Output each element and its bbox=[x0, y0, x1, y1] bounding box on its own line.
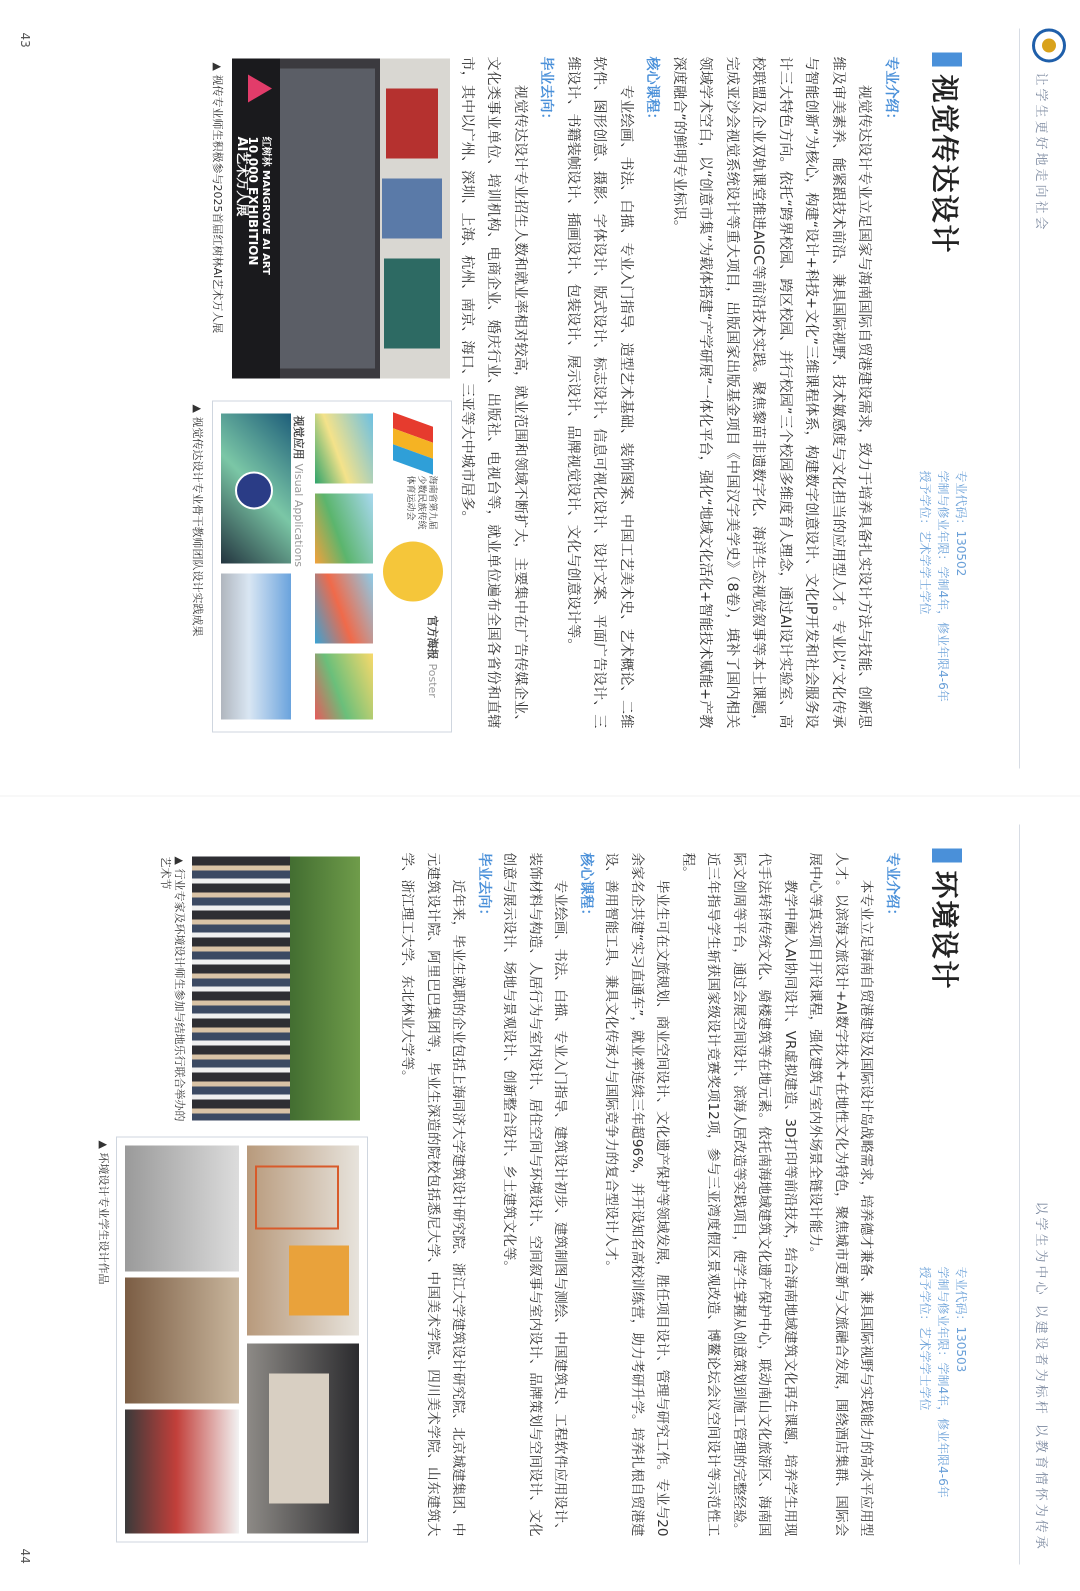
poster-panel bbox=[212, 400, 452, 732]
page-title: 视觉传达设计 bbox=[928, 74, 961, 255]
header-motto: 让学生更好地走向社会 bbox=[1033, 72, 1048, 233]
caption-poster-panel: ▲ 视觉传达设计专业骨干教师团队设计实践成果 bbox=[191, 404, 204, 636]
major-degree-right: 授予学位：艺术学学士学位 bbox=[918, 1266, 932, 1411]
exhibition-line1: 红树林 MANGROVE AI ART bbox=[260, 136, 271, 275]
intro-heading: 专业介绍： bbox=[883, 56, 899, 126]
student-works-panel bbox=[116, 1136, 368, 1542]
poster-thumb-4 bbox=[315, 653, 373, 719]
header-divider bbox=[1019, 28, 1020, 768]
stadium-night-photo bbox=[221, 413, 291, 563]
right-page bbox=[0, 796, 1080, 1591]
major-code-right: 专业代码：130503 bbox=[954, 1266, 968, 1372]
poster-thumb-2 bbox=[315, 493, 373, 563]
exhibition-logo-icon bbox=[248, 74, 272, 102]
left-body bbox=[454, 56, 905, 728]
page-number-left: 43 bbox=[18, 32, 32, 48]
exhibition-line3: AI艺术万人展 bbox=[234, 136, 249, 216]
core-heading: 核心课程： bbox=[644, 56, 661, 126]
university-logo-icon bbox=[1032, 28, 1066, 62]
exhibition-line2: 10,000 EXHIBITION bbox=[246, 136, 260, 265]
intro-paragraph-1: 本专业立足海南自贸港建设及国际设计岛战略需求，培养德才兼备、兼具国际视野与实践能力的高水平应用型人才。以滨海文旅设计+AI数字技术+在地性文化为特色，聚焦城市更新与文旅融合发展，围绕酒店集群、国际会展中心等真实项目开设课程，强化建筑与室内外场景全链设计能力。 bbox=[807, 852, 875, 1536]
page-title-right: 环境设计 bbox=[928, 870, 961, 991]
work-photo-2 bbox=[247, 1343, 359, 1533]
visual-app-label: 视觉应用Visual Applications bbox=[292, 415, 305, 567]
games-title: 海南省第九届少数民族传统体育运动会 bbox=[405, 475, 437, 530]
poster-label: 官方海报Poster bbox=[426, 615, 439, 698]
left-page bbox=[0, 0, 1080, 795]
caption-student-works: ▲ 环境设计专业学生设计作品 bbox=[97, 1140, 110, 1284]
group-photo bbox=[192, 856, 360, 1120]
page-number-right: 44 bbox=[18, 1548, 32, 1564]
work-photo-3 bbox=[125, 1145, 239, 1271]
major-duration-right: 学制与修业年限：学制4年，修业年限4-6年 bbox=[936, 1266, 950, 1498]
intro-paragraph: 视觉传达设计专业立足国家与海南国际自贸港建设需求，致力于培养具备扎实设计方法与技能、创新思维及审美素养、能紧跟技术前沿、兼具国际视野、技术敏感度与文化担当的应用型人才。专业以“文化传承与智能创新”为核心，构建“设计+科技+文化”三维课程体系，构建数字创意设计、文化IP开发和社会服务设计三大特色方向。依托“跨界校园、跨区校园、并行校园”三个校园多维度育人理念，通过AI设计实验室、高校联盟及企业双轨课堂推进AIGC等前沿技术实践。聚焦黎苗非遗数字化、海洋生态视觉叙事等本土课题，完成亚沙会视觉系统设计等重大项目，出版国家出版基金项目《中国汉字美学史》（8卷），填补了国内相关领域学术空白，以“创意市集”为载体搭建“产学研展”一体化平台，强化“地域文化活化+智能技术赋能+产教深度融合”的鲜明专业标识。 bbox=[671, 56, 873, 728]
poster-thumb-3 bbox=[315, 573, 373, 643]
core-paragraph: 专业绘画、书法、白描、专业入门指导、造型艺术基础、装饰图案、中国工艺美术史、艺术概论、二维软件、图形创意、摄影、字体设计、版式设计、标志设计、信息可视化设计、设计文案、平面广告设计、三维设计、书籍装帧设计、插画设计、包装设计、展示设计、品牌视觉设计、文化与创意设计等。 bbox=[565, 56, 634, 728]
major-duration: 学制与修业年限：学制4年，修业年限4-6年 bbox=[936, 470, 950, 702]
exhibition-photo bbox=[232, 58, 450, 378]
title-accent-bar-right bbox=[932, 848, 962, 862]
career-heading: 毕业去向： bbox=[538, 56, 555, 126]
core-paragraph-right: 专业绘画、书法、白描、专业入门指导、建筑设计初步、建筑制图与测绘、中国建筑史、工程软件应用设计、装饰材料与构造、人居行为与室内设计、居住空间与环境设计、空间叙事与室内设计、品牌策划与空间设计、文化创意与展示设计、场地与景观设计、创新整合设计、乡土建筑文化等。 bbox=[501, 852, 569, 1536]
header-divider-right bbox=[1019, 824, 1020, 1564]
major-degree: 授予学位：艺术学学士学位 bbox=[918, 470, 932, 615]
career-heading-right: 毕业去向： bbox=[476, 852, 492, 922]
intro-heading-right: 专业介绍： bbox=[884, 852, 900, 922]
work-photo-1 bbox=[247, 1145, 359, 1335]
title-accent-bar bbox=[932, 52, 962, 66]
poster-thumb-1 bbox=[315, 413, 373, 483]
major-code: 专业代码：130502 bbox=[954, 470, 968, 576]
work-photo-5 bbox=[125, 1409, 239, 1533]
core-heading-right: 核心课程： bbox=[578, 852, 594, 922]
mascot-illustration bbox=[383, 541, 443, 601]
career-paragraph-right: 近年来，毕业生就职的企业包括上海同济大学建筑设计研究院、浙江大学建筑设计研究院、北京城建集团、中元建筑设计院、阿里巴巴集团等，毕业生深造的院校包括悉尼大学、中国美术学院、四川美术学院、山东建筑大学、浙江理工大学、东北林业大学等。 bbox=[399, 852, 467, 1536]
caption-group-photo: ▲ 行业专家及环境设计师生参加与结地乐行联合举办的艺术节 bbox=[159, 856, 186, 1121]
intro-paragraph-3: 毕业生可在文旅规划、商业空间设计、文化遗产保护等领域发展，胜任项目设计、管理与研究工作。专业与20余家名企共建“实习直通车”，就业率连续三年超96%，并开设知名高校训练营，助力考研升学。培养扎根自贸港建设、善用智能工具、兼具文化传承力与国际竞争力的复合型设计人才。 bbox=[603, 852, 671, 1536]
caption-exhibition: ▲ 视传专业师生积极参与2025首届红树林AI艺术万人展 bbox=[211, 62, 224, 333]
games-emblem-icon bbox=[381, 411, 441, 471]
career-paragraph: 视觉传达设计专业招生人数和就业率相对较高，就业范围和领域不断扩大，主要集中在广告传媒企业、文化类事业单位、培训机构、电商企业、婚庆行业、出版社、电视台等，就业单位遍布全国各省份和直辖市，其中以广州、深圳、上海、杭州、南京、海口、三亚等大中城市居多。 bbox=[459, 56, 528, 728]
header-motto-right: 以学生为中心 以建设者为标杆 以教育情怀为传承 bbox=[1033, 1201, 1048, 1552]
work-photo-4 bbox=[125, 1277, 239, 1403]
stadium-facade-photo bbox=[221, 573, 291, 719]
right-body bbox=[394, 852, 904, 1536]
intro-paragraph-2: 教学中融入AI协同设计、VR虚拟建造、3D打印等前沿技术，结合海南地域建筑文化再生课题，培养学生用现代手法转译传统文化、骑楼建筑等在地元素。依托南海地域建筑文化遗产保护中心，联动南山文化旅游区、海南国际文创周等平台，通过会展空间设计、滨海人居改造等实践项目，使学生掌握从创意策划到施工管理的完整经验。近三年指导学生斩获国家级设计竞赛奖项12项，参与三亚湾度假区景观改造、博鳌论坛会议空间设计等示范性工程。 bbox=[680, 852, 798, 1536]
